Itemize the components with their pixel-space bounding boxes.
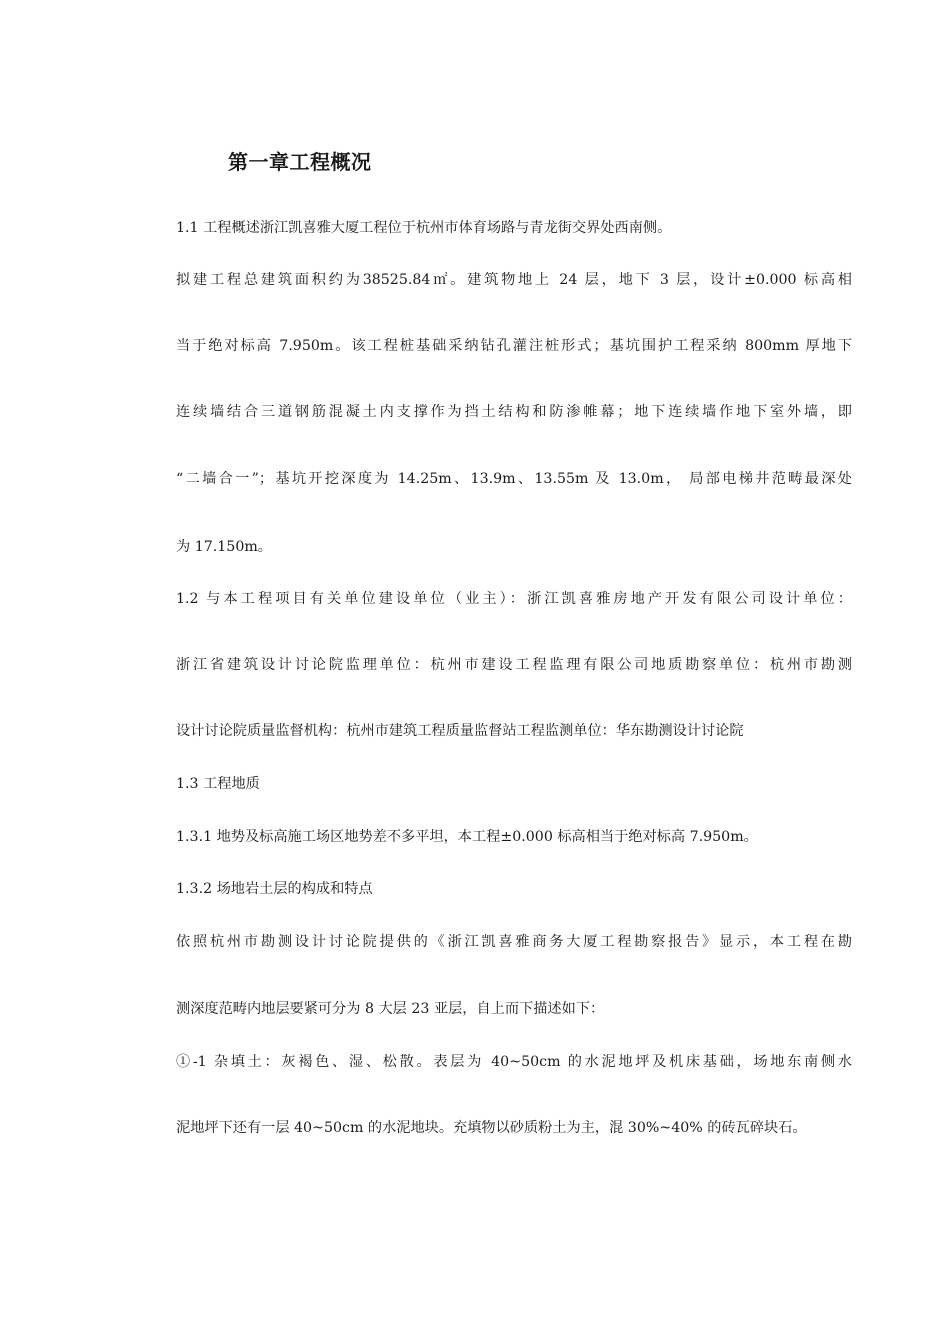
paragraph-line: 当于绝对标高 7.950m。该工程桩基础采纳钻孔灌注桩形式；基坑围护工程采纳 800mm 厚地下 [176, 338, 852, 354]
paragraph-line: 为 17.150m。 [176, 539, 272, 555]
paragraph-line: 1.3.1 地势及标高施工场区地势差不多平坦，本工程±0.000 标高相当于绝对标高 7.950m。 [176, 829, 758, 845]
paragraph-line: ①-1 杂填土：灰褐色、湿、松散。表层为 40~50cm 的水泥地坪及机床基础，场地东南侧水 [176, 1054, 852, 1070]
paragraph-line: 1.1 工程概述浙江凯喜雅大厦工程位于杭州市体育场路与青龙街交界处西南侧。 [176, 220, 672, 236]
paragraph-line: 连续墙结合三道钢筋混凝土内支撑作为挡土结构和防渗帷幕；地下连续墙作地下室外墙，即 [176, 404, 852, 420]
paragraph-line: 浙江省建筑设计讨论院监理单位：杭州市建设工程监理有限公司地质勘察单位：杭州市勘测 [176, 657, 852, 673]
chapter-title: 第一章工程概况 [228, 150, 372, 174]
paragraph-line: “二墙合一”；基坑开挖深度为 14.25m、13.9m、13.55m 及 13.0m， 局部电梯井范畴最深处 [176, 471, 852, 487]
section-heading: 1.3.2 场地岩土层的构成和特点 [176, 881, 373, 897]
paragraph-line: 1.2 与本工程项目有关单位建设单位（业主）：浙江凯喜雅房地产开发有限公司设计单位： [176, 591, 852, 607]
paragraph-line: 设计讨论院质量监督机构：杭州市建筑工程质量监督站工程监测单位：华东勘测设计讨论院 [176, 723, 744, 739]
paragraph-line: 测深度范畴内地层要紧可分为 8 大层 23 亚层，自上而下描述如下： [176, 1001, 605, 1017]
paragraph-line: 依照杭州市勘测设计讨论院提供的《浙江凯喜雅商务大厦工程勘察报告》显示，本工程在勘 [176, 934, 852, 950]
section-heading: 1.3 工程地质 [176, 776, 260, 792]
paragraph-line: 拟建工程总建筑面积约为38525.84㎡。建筑物地上 24 层，地下 3 层，设计±0.000 标高相 [176, 272, 852, 288]
paragraph-line: 泥地坪下还有一层 40~50cm 的水泥地块。充填物以砂质粉土为主，混 30%~40% 的砖瓦碎块石。 [176, 1120, 807, 1136]
